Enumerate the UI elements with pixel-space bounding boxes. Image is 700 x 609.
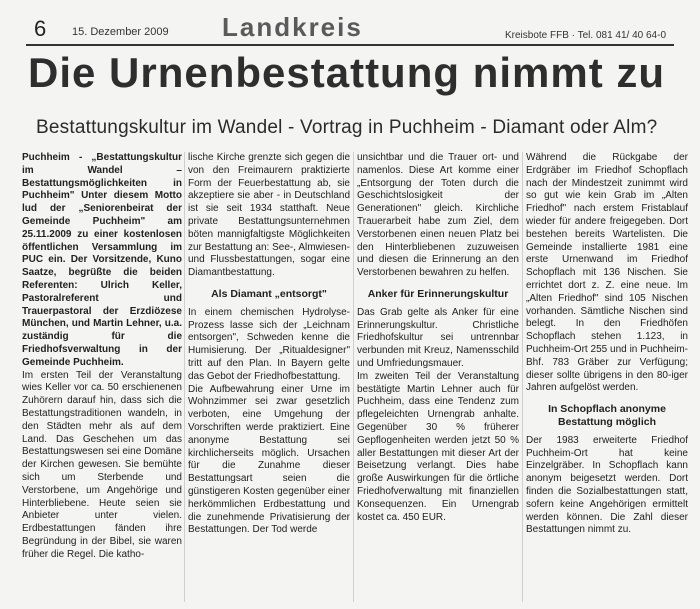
paragraph: Das Grab gelte als Anker für eine Erinnerungskultur. Christliche Friedhofskultur sei untrennbar verbunden mit Kreuz, Namensschild und Umfriedungsmauer. (357, 306, 519, 369)
publisher-contact: Kreisbote FFB · Tel. 081 41/ 40 64-0 (504, 30, 666, 41)
subheading: Als Diamant „entsorgt" (211, 287, 327, 300)
page-header (26, 10, 674, 46)
section-name: Landkreis (222, 12, 363, 42)
article-column-1 (22, 152, 182, 607)
subheading: Anker für Erinnerungskultur (367, 287, 509, 300)
issue-date: 15. Dezember 2009 (72, 26, 169, 38)
article-headline: Die Urnenbestattung nimmt zu (28, 49, 666, 96)
paragraph: Im zweiten Teil der Veranstaltung bestätigte Martin Lehner auch für Puchheim, dass eine Tendenz zum pflegeleichten Urnengrab anhalte. Gegenüber 30 % früherer Gepflogenheiten werden jetzt 50 % aller Bestattungen mit dieser Art der Beisetzung verlangt. Dies habe große Auswirkungen für die örtliche Friedhofverwaltung mit finanziellen Konsequenzen. Ein Urnengrab kostet ca. 450 EUR. (357, 370, 519, 523)
article-column-4 (526, 152, 688, 607)
paragraph: unsichtbar und die Trauer ort- und namenlos. Diese Art komme einer „Entsorgung der Toten durch die Geschichtslosigkeit der Generationen" gleich. Kirchliche Trauerarbeit habe zum Ziel, dem Verstorbenen einen neuen Platz bei den Hinterbliebenen zuzuweisen und diesen die Erinnerung an den Verstorbenen bewahren zu helfen. (357, 152, 519, 279)
lead-paragraph: Puchheim - „Bestattungskultur im Wandel – Bestattungsmöglichkeiten in Puchheim" Unter diesem Motto lud der „Seniorenbeirat der Gemeinde Puchheim" am 25.11.2009 zu einer kostenlosen öffentlichen Versammlung im PUC ein. Der Vorsitzende, Kuno Saatze, begrüßte die beiden Referenten: Ulrich Keller, Pastoralreferent und Trauerpastoral der Erzdiözese München, und Martin Lehner, u.a. zuständig für die Friedhofsverwaltung in der Gemeinde Puchheim. (22, 152, 182, 368)
column-divider (184, 152, 185, 602)
paragraph: Die Aufbewahrung einer Urne im Wohnzimmer sei zwar gesetzlich verboten, eine Umgehung der Vorschriften werde praktiziert. Eine anonyme Bestattung sei kirchlicherseits möglich. Ursachen für die Zunahme dieser Bestattungsart seien die günstigeren Kosten gegenüber einer herkömmlichen Erdbestattung und die zunehmende Privatisierung der Bestattungen. Der Tod werde (188, 383, 350, 536)
subheading: In Schopflach anonyme Bestattung möglich (548, 403, 666, 428)
paragraph: Der 1983 erweiterte Friedhof Puchheim-Ort hat keine Einzelgräber. In Schopflach kann anonym beigesetzt werden. Dort finden die Sozialbestattungen statt, sofern keine Angehörigen ermittelt werden können. Die Zahl dieser Bestattungen nimmt zu. (526, 434, 688, 536)
paragraph: Während die Rückgabe der Erdgräber im Friedhof Schopflach nach der Mindestzeit zunimmt wird so gut wie kein Grab im „Alten Friedhof" nach erstem Fristablauf wieder für andere freigegeben. Dort bestehen bereits Wartelisten. Die Gemeinde installierte 1981 eine erste Urnenwand im Friedhof Schopflach mit 136 Nischen. Sie errichtet dort z. Z. eine neue. Im „Alten Friedhof" sind 105 Nischen vorhanden. Sämtliche Nischen sind belegt. In den Friedhöfen Schopflach stehen 1.123, in Puchheim-Ort 255 und in Puchheim-Bhf. 783 Gräber zur Verfügung; dieser sollte übrigens in den 80-iger Jahren aufgelöst werden. (526, 152, 688, 394)
article-column-2 (188, 152, 350, 607)
article-subheadline: Bestattungskultur im Wandel - Vortrag in Puchheim - Diamant oder Alm? (36, 117, 658, 138)
paragraph: In einem chemischen Hydrolyse-Prozess lasse sich der „Leichnam entsorgen", Schweden kenne die Humisierung. Der „Ritualdesigner" tritt auf den Plan. In Bayern gelte das Gebot der Friedhofbestattung. (188, 306, 350, 382)
column-divider (522, 152, 523, 602)
paragraph: Im ersten Teil der Veranstaltung wies Keller vor ca. 50 erschienenen Zuhörern darauf hin, dass sich die Bestattungstraditionen wandeln, in den Städten mehr als auf dem Land. Das Geschehen um das Bestattungswesen sei eine Domäne der Kirchen gewesen. Sie bemühte sich um Sterbende und Verstorbene, um Angehörige und Hinterbliebene. Heute seien sie Anbieter unter vielen. Erdbestattungen fänden ihre Begründung in der Bibel, sie waren früher die Regel. Die katho- (22, 369, 182, 560)
column-divider (353, 152, 354, 602)
page-number: 6 (34, 16, 47, 41)
article-column-3 (357, 152, 519, 607)
paragraph: lische Kirche grenzte sich gegen die von den Freimaurern praktizierte Form der Feuerbestattung ab, sie akzeptiere sie aber - in Deutschland ist sie seit 1934 statthaft. Neue private Bestattungsunternehmen böten mannigfaltigste Möglichkeiten zur Bestattung an: See-, Almwiesen- und Flussbestattungen, sogar eine Diamantbestattung. (188, 152, 350, 279)
